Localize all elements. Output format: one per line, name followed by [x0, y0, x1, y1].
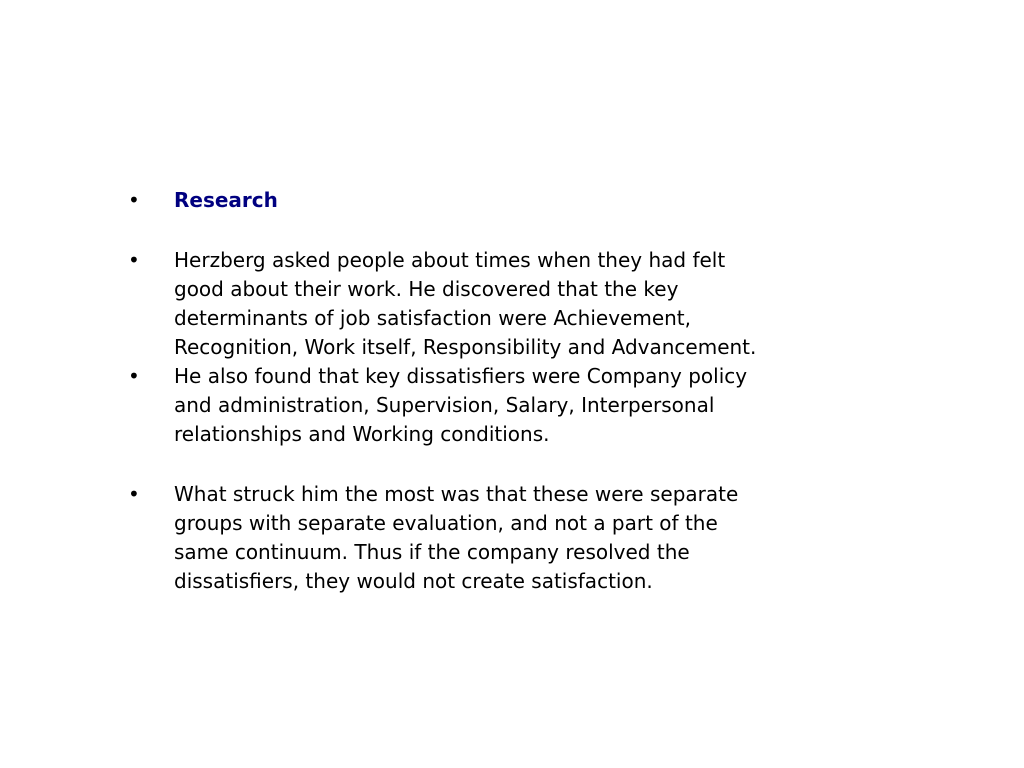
bullet-text-dissatisfiers: He also found that key dissatisfiers were Company policy and administration, Supervision, Salary, Interpersonal relationships and Working conditions.	[174, 364, 748, 446]
bullet-dot-icon: •	[128, 188, 140, 212]
bullet-dot-icon: •	[128, 248, 140, 272]
bullet-dot-icon: •	[128, 364, 140, 388]
bullet-text-satisfiers: Herzberg asked people about times when they had felt good about their work. He discovered that the key determinants of job satisfaction were Achievement, Recognition, Work itself, Responsibility and Advancement.	[174, 248, 757, 359]
bullet-item-dissatisfiers	[128, 362, 888, 449]
bullet-list	[128, 186, 888, 596]
bullet-item-conclusion	[128, 480, 888, 596]
bullet-heading-research: Research	[174, 188, 278, 212]
bullet-item-satisfiers	[128, 246, 888, 362]
bullet-dot-icon: •	[128, 482, 140, 506]
bullet-text-conclusion: What struck him the most was that these were separate groups with separate evaluation, and not a part of the same continuum. Thus if the company resolved the dissatisfiers, they would not create satisfaction.	[174, 482, 739, 593]
bullet-item-research	[128, 186, 888, 215]
